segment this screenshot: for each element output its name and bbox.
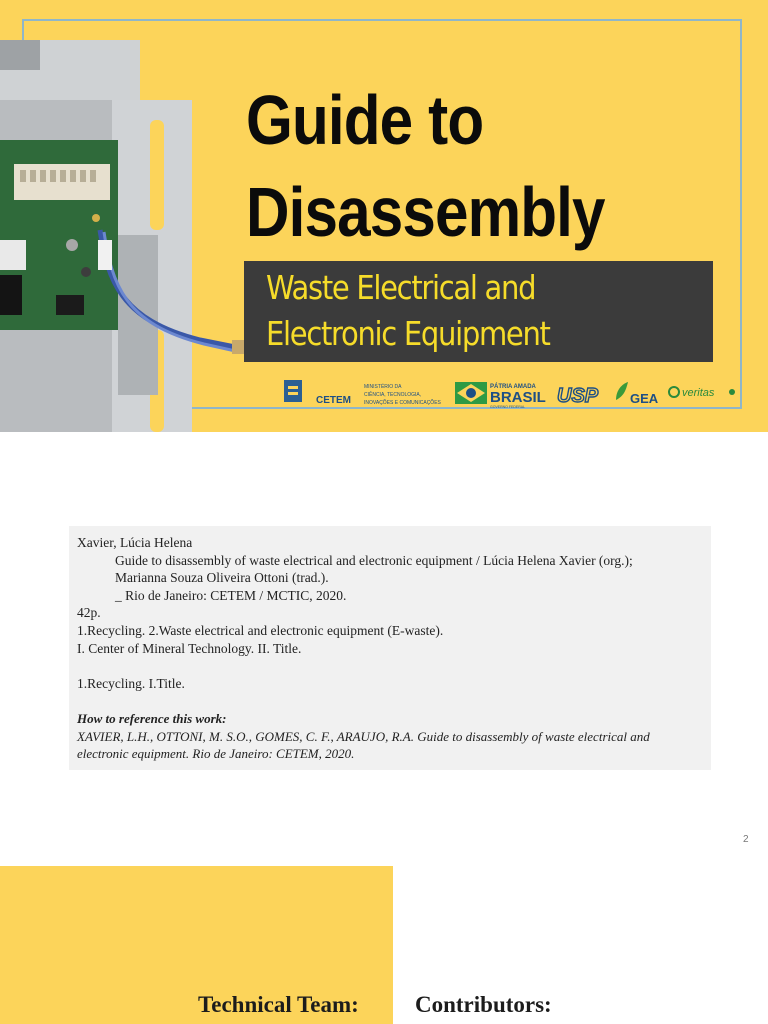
veritas-star-icon [669, 387, 679, 397]
technical-team-heading: Technical Team: [198, 992, 359, 1017]
svg-text:GOVERNO FEDERAL: GOVERNO FEDERAL [490, 405, 526, 409]
brasil-logo: BRASIL [490, 389, 546, 406]
subtitle-line-1: Waste Electrical and [266, 268, 536, 307]
catalog-publisher-line: _ Rio de Janeiro: CETEM / MCTIC, 2020. [115, 587, 347, 603]
gea-leaf-icon [616, 382, 628, 400]
catalog-author: Xavier, Lúcia Helena [77, 535, 193, 550]
catalog-card [69, 526, 711, 770]
partner-logos [280, 378, 740, 410]
contributors-heading: Contributors: [415, 992, 552, 1017]
gea-logo: GEA [630, 391, 659, 406]
svg-text:INOVAÇÕES E COMUNICAÇÕES: INOVAÇÕES E COMUNICAÇÕES [364, 400, 441, 406]
catalog-classification: 1.Recycling. I.Title. [77, 675, 185, 691]
ministry-emblem-icon [284, 380, 302, 402]
catalog-title-line: Guide to disassembly of waste electrical and electronic equipment / Lúcia Helena Xavier (org.); [115, 552, 633, 568]
catalog-translator-line: Marianna Souza Oliveira Ottoni (trad.). [115, 570, 329, 586]
usp-logo: USP [557, 385, 599, 407]
electronic-board-photo [0, 40, 250, 432]
catalog-pages: 42p. [77, 605, 101, 621]
reference-text: XAVIER, L.H., OTTONI, M. S.O., GOMES, C. F., ARAUJO, R.A. Guide to disassembly of waste electrical and electronic equipment. Rio de Janeiro: CETEM, 2020. [77, 728, 650, 762]
catalog-subjects: 1.Recycling. 2.Waste electrical and electronic equipment (E-waste). [77, 622, 444, 638]
veritas-logo: veritas [682, 387, 715, 399]
brasil-flag-icon [455, 382, 487, 404]
cover-title [246, 74, 605, 258]
svg-text:CIÊNCIA, TECNOLOGIA,: CIÊNCIA, TECNOLOGIA, [364, 392, 422, 398]
cover-page [0, 0, 768, 432]
cetem-logo: CETEM [316, 395, 351, 406]
subtitle-line-2: Electronic Equipment [266, 314, 550, 353]
svg-text:MINISTÉRIO DA: MINISTÉRIO DA [364, 384, 402, 390]
title-line-2: Disassembly [246, 173, 605, 251]
catalog-entries: I. Center of Mineral Technology. II. Title. [77, 640, 302, 656]
svg-text:PÁTRIA AMADA: PÁTRIA AMADA [490, 384, 536, 390]
title-line-1: Guide to [246, 81, 484, 159]
subtitle-box [244, 261, 713, 362]
page-number: 2 [743, 834, 749, 845]
reference-heading: How to reference this work: [77, 710, 227, 726]
